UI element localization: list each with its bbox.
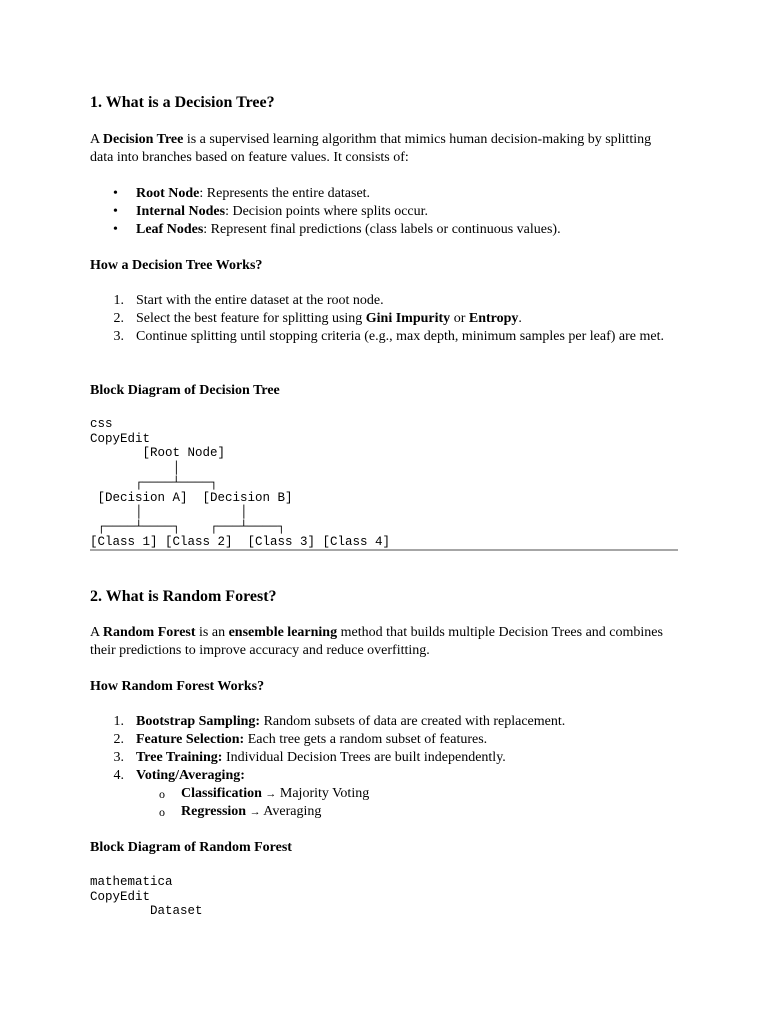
decision-tree-diagram-heading: Block Diagram of Decision Tree — [90, 383, 280, 398]
circle-marker: o — [159, 787, 165, 801]
component-desc: : Represents the entire dataset. — [199, 186, 371, 201]
step-text-run: Continue splitting until stopping criteria (e.g., max depth, minimum samples per leaf) are met. — [136, 329, 664, 344]
component-desc: : Represent final predictions (class labels or continuous values). — [203, 222, 561, 237]
list-item — [90, 203, 680, 221]
list-item — [90, 310, 680, 328]
list-item — [90, 713, 680, 731]
sub-term: Regression — [181, 804, 247, 819]
step-text-run: Select the best feature for splitting using — [136, 311, 366, 326]
intro-text-run: is a supervised learning algorithm that mimics human decision-making by splitting data into branches based on feature values. It consists of: — [90, 132, 652, 165]
intro-text-run: Random Forest — [102, 625, 196, 640]
number-marker: 1. — [113, 293, 124, 308]
list-item — [90, 185, 680, 203]
voting-sub-list — [136, 785, 680, 821]
step-text-run: . — [518, 311, 522, 326]
component-desc: : Decision points where splits occur. — [225, 204, 429, 219]
section2-intro — [90, 624, 675, 660]
sub-desc: Averaging — [260, 804, 322, 819]
random-forest-works-heading: How Random Forest Works? — [90, 679, 265, 694]
list-item — [90, 292, 680, 310]
sub-desc: Majority Voting — [276, 786, 370, 801]
bullet-marker: • — [113, 186, 118, 201]
component-term: Leaf Nodes — [136, 222, 204, 237]
decision-tree-code-block: css CopyEdit [Root Node] │ ┌────┴────┐ [Decision A] [Decision B] │ │ ┌────┴────┐ ┌───┴────┐ [Class 1] [Class 2] [Class 3] [Class 4] — [90, 417, 391, 549]
list-item — [90, 221, 680, 239]
step-text-run: Start with the entire dataset at the root node. — [136, 293, 384, 308]
number-marker: 3. — [113, 329, 124, 344]
circle-marker: o — [159, 805, 165, 819]
intro-text-run: Decision Tree — [102, 132, 184, 147]
bullet-marker: • — [113, 222, 118, 237]
step-term: Voting/Averaging: — [136, 768, 245, 783]
step-term: Feature Selection: — [136, 732, 245, 747]
intro-text-run: ensemble learning — [228, 625, 338, 640]
step-desc: Each tree gets a random subset of features. — [244, 732, 488, 747]
section1-intro — [90, 131, 675, 167]
list-item — [90, 749, 680, 767]
number-marker: 4. — [113, 768, 124, 783]
section-divider — [90, 549, 678, 551]
intro-text-run: A — [90, 625, 103, 640]
intro-text-run: A — [90, 132, 103, 147]
list-item — [90, 731, 680, 749]
arrow-icon: → — [265, 788, 277, 800]
section2-heading: 2. What is Random Forest? — [90, 588, 277, 605]
step-desc: Random subsets of data are created with replacement. — [260, 714, 566, 729]
intro-text-run: is an — [195, 625, 229, 640]
step-text-run: or — [450, 311, 469, 326]
sub-list-item — [136, 803, 680, 821]
step-text-run: Gini Impurity — [365, 311, 451, 326]
step-text-run: Entropy — [468, 311, 519, 326]
step-desc: Individual Decision Trees are built independently. — [222, 750, 506, 765]
list-item — [90, 328, 680, 346]
arrow-icon: → — [249, 806, 261, 818]
random-forest-diagram-heading: Block Diagram of Random Forest — [90, 840, 292, 855]
section1-heading: 1. What is a Decision Tree? — [90, 94, 275, 111]
random-forest-code-block: mathematica CopyEdit Dataset — [90, 875, 203, 919]
sub-term: Classification — [181, 786, 262, 801]
step-term: Bootstrap Sampling: — [136, 714, 261, 729]
number-marker: 2. — [113, 732, 124, 747]
component-term: Root Node — [136, 186, 200, 201]
number-marker: 2. — [113, 311, 124, 326]
number-marker: 1. — [113, 714, 124, 729]
step-term: Tree Training: — [136, 750, 223, 765]
decision-tree-components-list — [90, 185, 680, 239]
decision-tree-steps-list — [90, 292, 680, 346]
random-forest-steps-list — [90, 713, 680, 821]
decision-tree-works-heading: How a Decision Tree Works? — [90, 258, 263, 273]
number-marker: 3. — [113, 750, 124, 765]
list-item — [90, 767, 680, 821]
sub-list-item — [136, 785, 680, 803]
component-term: Internal Nodes — [136, 204, 226, 219]
bullet-marker: • — [113, 204, 118, 219]
intro-text-run: method that builds multiple Decision Trees and combines their predictions to improve accuracy and reduce overfitting. — [90, 625, 663, 658]
